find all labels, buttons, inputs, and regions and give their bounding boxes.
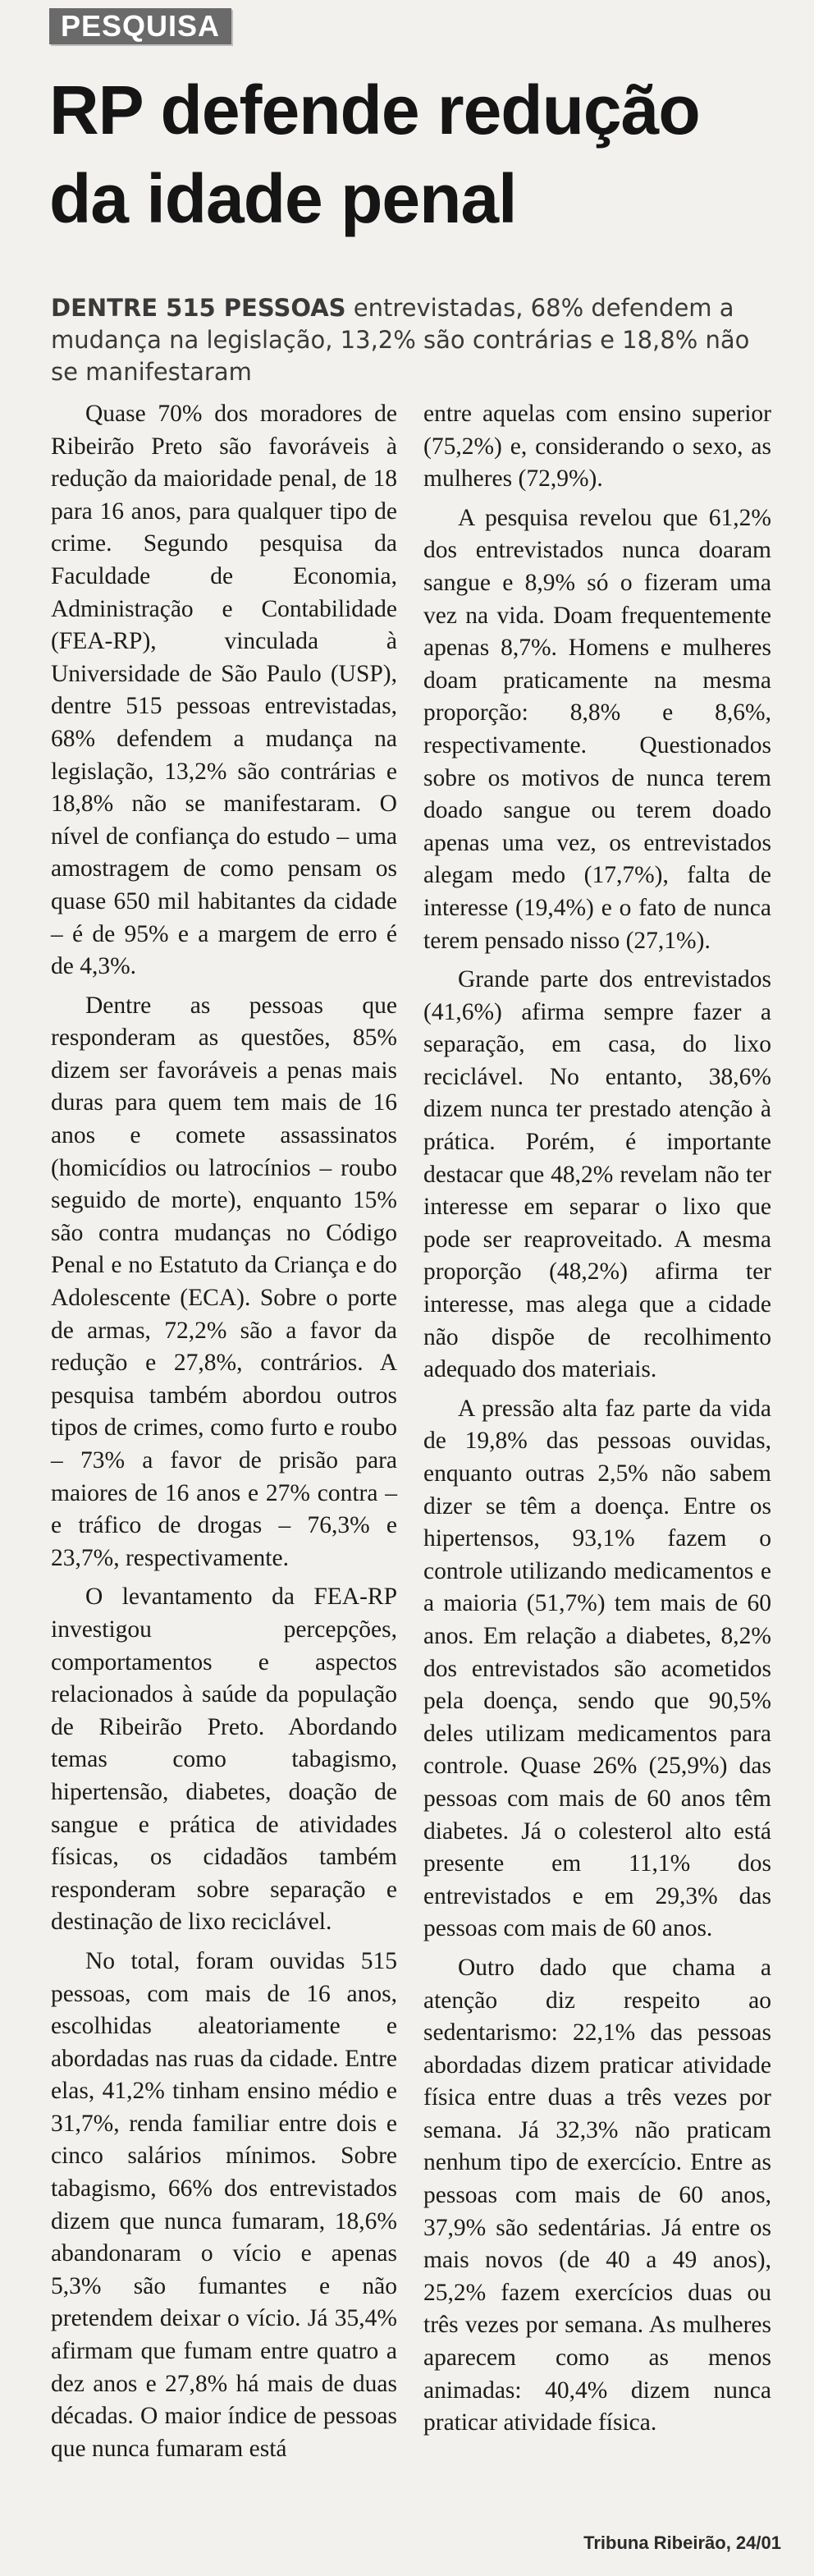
subheadline-lead: DENTRE 515 PESSOAS xyxy=(51,294,346,322)
subheadline xyxy=(51,292,773,388)
paragraph: Grande parte dos entrevistados (41,6%) afirma sempre fazer a separação, em casa, do lixo reciclável. No entanto, 38,6% dizem nunca ter prestado atenção à prática. Porém, é importante destacar que 48,2% revelam não ter interesse em separar o lixo que pode ser reaproveitado. A mesma proporção (48,2%) afirma ter interesse, mas alega que a cidade não dispõe de recolhimento adequado dos materiais. xyxy=(423,966,771,1383)
paragraph: Outro dado que chama a atenção diz respeito ao sedentarismo: 22,1% das pessoas abordadas dizem praticar atividade física entre duas a três vezes por semana. Já 32,3% não praticam nenhum tipo de exercício. Entre as pessoas com mais de 60 anos, 37,9% são sedentárias. Já entre os mais novos (de 40 a 49 anos), 25,2% fazem exercícios duas ou três vezes por semana. As mulheres aparecem como as menos animadas: 40,4% dizem nunca praticar atividade física. xyxy=(423,1954,771,2436)
paragraph: A pressão alta faz parte da vida de 19,8% das pessoas ouvidas, enquanto outras 2,5% não sabem dizer se têm a doença. Entre os hipertensos, 93,1% fazem o controle utilizando medicamentos e a maioria (51,7%) tem mais de 60 anos. Em relação a diabetes, 8,2% dos entrevistados são acometidos pela doença, sendo que 90,5% deles utilizam medicamentos para controle. Quase 26% (25,9%) das pessoas com mais de 60 anos têm diabetes. Já o colesterol alto está presente em 11,1% dos entrevistados e em 29,3% das pessoas com mais de 60 anos. xyxy=(423,1395,771,1942)
subheadline-rest: entrevistadas, 68% defendem a mudança na legislação, 13,2% são contrárias e 18,8% não se manifestaram xyxy=(51,294,750,386)
source-credit: Tribuna Ribeirão, 24/01 xyxy=(583,2532,781,2553)
paragraph: A pesquisa revelou que 61,2% dos entrevistados nunca doaram sangue e 8,9% só o fizeram uma vez na vida. Doam frequentemente apenas 8,7%. Homens e mulheres doam praticamente na mesma proporção: 8,8% e 8,6%, respectivamente. Questionados sobre os motivos de nunca terem doado sangue ou terem doado apenas uma vez, os entrevistados alegam medo (17,7%), falta de interesse (19,4%) e o fato de nunca terem pensado nisso (27,1%). xyxy=(423,504,771,954)
headline: RP defende redução da idade penal xyxy=(49,71,700,237)
paragraph: Quase 70% dos moradores de Ribeirão Preto são favoráveis à redução da maioridade penal, de 18 para 16 anos, para qualquer tipo de crime. Segundo pesquisa da Faculdade de Economia, Administração e Contabilidade (FEA-RP), vinculada à Universidade de São Paulo (USP), dentre 515 pessoas entrevistadas, 68% defendem a mudança na legislação, 13,2% são contrárias e 18,8% não se manifestaram. O nível de confiança do estudo – uma amostragem de como pensam os quase 650 mil habitantes da cidade – é de 95% e a margem de erro é de 4,3%. xyxy=(51,401,397,980)
paragraph: O levantamento da FEA-RP investigou percepções, comportamentos e aspectos relacionados à saúde da população de Ribeirão Preto. Abordando temas como tabagismo, hipertensão, diabetes, doação de sangue e prática de atividades físicas, os cidadãos também responderam sobre separação e destinação de lixo reciclável. xyxy=(51,1584,397,1936)
article-column-right xyxy=(423,398,771,2446)
paragraph-continuation: entre aquelas com ensino superior (75,2%) e, considerando o sexo, as mulheres (72,9%). xyxy=(423,401,771,493)
section-rubric: PESQUISA xyxy=(49,8,231,44)
article-column-left xyxy=(51,398,397,2472)
paragraph: No total, foram ouvidas 515 pessoas, com mais de 16 anos, escolhidas aleatoriamente e abordadas nas ruas da cidade. Entre elas, 41,2% tinham ensino médio e 31,7%, renda familiar entre dois e cinco salários mínimos. Sobre tabagismo, 66% dos entrevistados dizem que nunca fumaram, 18,6% abandonaram o vício e apenas 5,3% são fumantes e não pretendem deixar o vício. Já 35,4% afirmam que fumam entre quatro a dez anos e 27,8% há mais de duas décadas. O maior índice de pessoas que nunca fumaram está xyxy=(51,1947,397,2462)
paragraph: Dentre as pessoas que responderam as questões, 85% dizem ser favoráveis a penas mais duras para quem tem mais de 16 anos e comete assassinatos (homicídios ou latrocínios – roubo seguido de morte), enquanto 15% são contra mudanças no Código Penal e no Estatuto da Criança e do Adolescente (ECA). Sobre o porte de armas, 72,2% são a favor da redução e 27,8%, contrários. A pesquisa também abordou outros tipos de crimes, como furto e roubo – 73% a favor de prisão para maiores de 16 anos e 27% contra – e tráfico de drogas – 76,3% e 23,7%, respectivamente. xyxy=(51,992,397,1571)
